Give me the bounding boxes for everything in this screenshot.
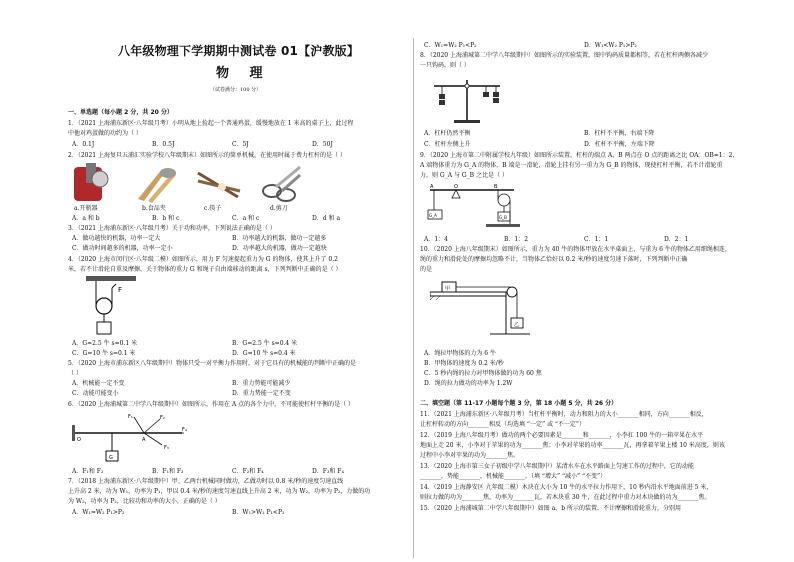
q10-label-jia: 甲 [445, 286, 451, 292]
q4-pulley-figure [86, 276, 136, 338]
q2-caption-a: a.开瓶器 [74, 205, 98, 212]
q1-option-a: A．0.1J [72, 141, 95, 148]
q5-option-b: B．重力势能可能减少 [232, 380, 291, 387]
q5-option-d: D．重力势能一定不变 [232, 390, 291, 397]
q2-images [72, 163, 302, 203]
q4-option-d: D．G=10 牛 s=0.4 米 [232, 350, 296, 357]
q8-option-a: A．杠杆仍然平衡 [424, 130, 471, 137]
q3-option-c: C．做功时间越多的机器，功率一定小 [72, 245, 173, 252]
q1-option-b: B．0.5J [152, 141, 175, 148]
q6-label-f1: F₁ [128, 414, 133, 420]
q9-label-ga: G_A [429, 213, 437, 218]
q8-option-c: C．杠杆左侧上升 [424, 141, 471, 148]
section-1-heading: 一、单选题（每小题 2 分，共 20 分） [68, 109, 173, 116]
q5-text: 5．（2020 上海市浦东新区八年级期中）物体只受一对平衡力作用时，对于它具有的机械能的判断中正确的是 [68, 360, 356, 367]
chopsticks-image [198, 173, 240, 197]
q2-option-d: D．d 和 a [312, 215, 341, 222]
q4-option-b: B．G=2.5 牛 s=0.4 米 [232, 340, 298, 347]
q10-option-a: A．绳拉甲物体的力为 6 牛 [424, 350, 496, 357]
q7-text: 7．（2018 上海浦东新区·八年级期中）甲、乙两台机械同时做功，乙做功时以 0.8 米/秒的速度匀速直线 [68, 478, 344, 485]
q1-option-c: C．5J [232, 141, 249, 148]
bottle-opener-image [74, 163, 108, 201]
q8-text: 8．（2020 上海浦城第二中学八年级期中）如图所示的实验装置，图中钩码质量都相等，若在杠杆两侧各减少 [420, 52, 708, 59]
q9-option-a: A．1：4 [424, 236, 448, 243]
q2-option-a: A．a 和 b [72, 215, 100, 222]
q5-text: （ ） [68, 370, 82, 377]
q5-option-c: C．动能可能变小 [72, 390, 119, 397]
score-note: （试卷满分：100 分） [210, 87, 262, 93]
q7-option-a: A．W₁=W₂ P₁>P₂ [72, 509, 125, 516]
food-tongs-image [138, 168, 176, 203]
q4-text: 4．（2020 上海市闵行区·八年级二模）如图所示，用力 F 匀速提起重力为 G 的物体，使其上升了 0.2 [68, 256, 338, 263]
q7-option-b: B．W₁>W₂ P₁<P₂ [232, 509, 285, 516]
q13-text: 13．（2020 上海市第三女子初级中学八年级期中）某清水车在水平路面上匀速工作的过程中，它的动能 [420, 463, 694, 470]
q6-lever-figure [72, 411, 192, 467]
q10-text: 10．（2020 上海八年级期末）如图所示，重力为 40 牛的物体甲放在水平桌面上，与重为 6 牛的物体乙用细绳相连， [420, 246, 731, 253]
q1-option-d: D．50J [312, 141, 333, 148]
q7-option-d: D．W₁<W₂ P₁>P₂ [584, 42, 637, 49]
q8-option-d: D．杠杆不平衡，左端下降 [584, 141, 655, 148]
q2-option-c: C．a 和 c [232, 215, 260, 222]
q4-option-a: A．G=2.5 牛 s=0.1 米 [72, 340, 138, 347]
q3-option-d: D．功率越大的机器，做功一定越快 [232, 245, 327, 252]
q2-caption-d: d.剪刀 [270, 205, 288, 212]
q15-text: 15．（2020 上海浦城第二中学八年级期中）如图 a、b 所示的装置，不计摩擦和滑轮重力，分别用 [420, 505, 682, 512]
page-title: 八年级物理下学期期中测试卷 01【沪教版】 [118, 44, 360, 58]
q2-caption-b: b.食品夹 [142, 205, 166, 212]
q1-text: 1．（2021 上海浦东新区·八年级月考）小明从地上捡起一个普通鸡蛋，缓慢地放在 1 米高的桌子上，此过程 [68, 120, 354, 127]
q9-option-b: B．1：2 [504, 236, 529, 243]
q12-text: 过程中小李对苹果的功为_______焦。 [420, 452, 520, 459]
q9-label-b: B [494, 184, 498, 190]
q10-table-pulley-figure [430, 278, 530, 342]
q6-option-a: A．F₁和 F₂ [72, 468, 104, 475]
q4-option-c: C．G=10 牛 s=0.1 米 [72, 350, 136, 357]
q6-label-f4: F₄ [182, 427, 187, 433]
q6-option-c: C．F₂和 F₄ [232, 468, 264, 475]
q3-option-a: A．做功越快的机器，功率一定大 [72, 235, 161, 242]
q8-lever-figure [432, 72, 502, 124]
q4-force-label: F [118, 286, 123, 294]
q6-label-g: G [109, 455, 113, 461]
q7-text: 上升高 2 米，功为 W₁，功率为 P₁，甲以 0.4 米/秒的速度匀速直线上升高 2 米，功为 W₂，功率为 P₂，力做的功 [68, 488, 371, 495]
q2-option-b: B．b 和 c [152, 215, 180, 222]
q6-option-b: B．F₁和 F₃ [152, 468, 184, 475]
q9-text: 9．（2020 上海市第二中附属学校九年级）如图所示装置，杠杆的端点 A、B 两点在 O 点的距离之比 OA：OB=1：2， [420, 152, 739, 159]
q9-lever-pulley-figure [426, 180, 522, 230]
q9-label-o: O [454, 184, 458, 190]
q9-label-gb: G_B [499, 215, 507, 220]
q9-label-a: A [430, 184, 434, 190]
section-2-heading: 二、填空题（第 11-17 小题每个题 3 分，第 18 小题 5 分，共 26 分） [420, 400, 618, 407]
q5-option-a: A．机械能一定不变 [72, 380, 125, 387]
q10-text: 绳的重力和滑轮处的摩擦均忽略不计，当物体乙恰好以 0.2 米/秒的速度匀速下落时，下列判断中正确 [420, 256, 688, 263]
q9-text: 力，则 G_A 与 G_B 之比是（ ） [420, 172, 508, 179]
q6-option-d: D．F₃和 F₄ [312, 468, 344, 475]
q10-label-yi: 乙 [514, 322, 520, 328]
q6-label-f2: F₂ [160, 415, 165, 421]
q10-option-b: B．甲物体的速度为 0.2 米/秒 [424, 360, 504, 367]
scissors-image [263, 167, 300, 201]
q8-option-b: B．杠杆不平衡，右端下降 [584, 130, 655, 137]
q1-text: 中他对鸡蛋做的功约为（ ） [68, 130, 142, 137]
q14-text: 14．（2019 上海静安区 九年级二模）木块在大小为 10 牛的水平拉力作用下，10 秒内沿水平地面前进 5 米， [420, 484, 713, 491]
q4-text: 米，若不计滑轮自重及摩擦，关于物体的重力 G 和绳子自由端移动的距离 s，下列判断中正确的是（ ） [68, 266, 342, 273]
q9-text: A 端物体重力为 G_A 的物体，B 端是一滑轮，滑轮上挂有另一重力为 G_B 的物体，现使杠杆平衡，若不计滑轮重 [420, 162, 723, 169]
q14-text: 则拉力做的功为_______焦，功率为_______瓦，若木块重 30 牛，在此过程中重力对木块做的功为_______焦。 [420, 494, 711, 501]
q7-option-c: C．W₁=W₂ P₁<P₂ [424, 42, 477, 49]
q11-text: 11．（2021 上海浦东新区·八年级月考）当杠杆平衡时，动力和阻力的大小_______相同，方向_______相反， [420, 411, 708, 418]
q6-label-f3: F₃ [164, 445, 169, 451]
q6-label-a: A [142, 437, 146, 443]
column-divider [413, 38, 414, 558]
q9-option-c: C．1：1 [584, 236, 609, 243]
q12-text: 地面上走 20 米，小李对于苹果的功为_______焦；小李对苹果的功率_______瓦，再拿着苹果上楼 10 米高度，则该 [420, 442, 725, 449]
subject-title: 物 理 [216, 66, 271, 81]
q10-option-c: C．5 秒内绳的拉力对甲物体做的功为 60 焦 [424, 370, 542, 377]
q3-option-b: B．功率越大的机器，做功一定越多 [232, 235, 327, 242]
q11-text: 让杠杆转动的方向_______相反（均选填 “一定” 或 “不一定”） [420, 421, 585, 428]
q8-text: 一只钩码，则（ ） [420, 62, 470, 69]
q7-text: 为 W₂，功率为 P₂，比较功和功率的大小，正确的是（ ） [68, 498, 221, 505]
q12-text: 12．（2019 上海八年级月考）做功的两个必要因素是_______和_______，小李扛 100 牛的一箱苹果在水平 [420, 432, 704, 439]
q6-text: 6．（2020 上海浦城第二中学八年级期中）如图所示，作用在 A 点的各个力中，不可能使杠杆平衡的是（ ） [68, 401, 355, 408]
q10-option-d: D．绳的拉力做功的功率为 1.2W [424, 380, 513, 387]
q10-text: 的是 [420, 266, 433, 273]
q2-text: 2．（2021 上海复旦五浦汇实验学校八年级期末）如图所示的简单机械，在使用时属于费力杠杆的是（ ） [68, 152, 346, 159]
q6-label-o: O [77, 437, 81, 443]
q3-text: 3．（2021 上海浦东新区·八年级月考）关于功和功率，下列说法正确的是（ ） [68, 225, 276, 232]
q9-option-d: D．2：1 [664, 236, 689, 243]
q2-caption-c: c.筷子 [204, 205, 222, 212]
q13-text: _______，势能_______，机械能_______。（填 “增大” “减小” “不变”） [420, 473, 607, 480]
